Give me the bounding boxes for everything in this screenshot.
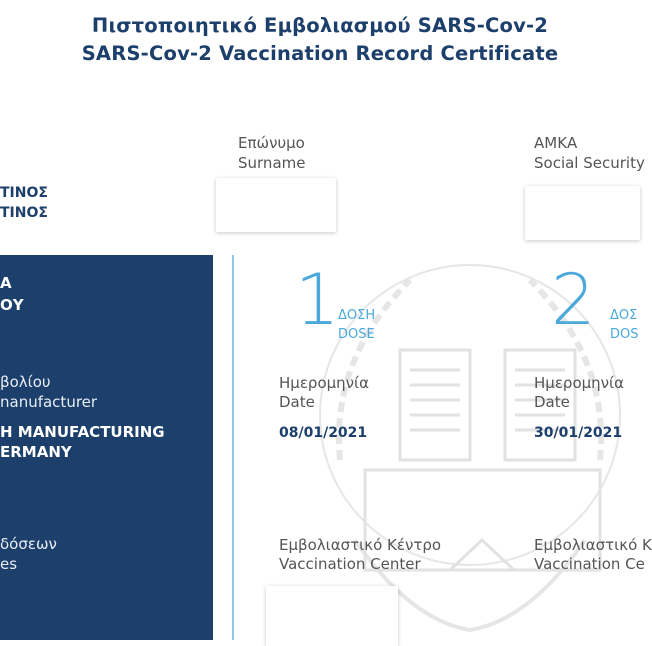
dose-1-date-label-en: Date (279, 393, 315, 411)
dose-1-date-value: 08/01/2021 (279, 425, 368, 441)
first-name-line2: ΤΙΝΟΣ (0, 205, 48, 221)
surname-field (216, 178, 336, 232)
dose-2-number: 2 (551, 259, 596, 341)
manufacturer-label-en: nanufacturer (0, 393, 98, 411)
dose-2-word-en: DOS (610, 327, 639, 342)
dose-1-center-label-en: Vaccination Center (279, 555, 421, 573)
vaccine-info-panel (0, 255, 213, 640)
dose-2-center-label-en: Vaccination Ce (534, 555, 645, 573)
dose-1-word-gr: ΔΟΣΗ (338, 308, 376, 323)
title-greek: Πιστοποιητικό Εμβολιασμού SARS-Cov-2 (91, 14, 549, 37)
doses-label-en: es (0, 555, 18, 573)
dose-2-date-label-gr: Ημερομηνία (534, 374, 625, 392)
amka-label-en: Social Security (534, 154, 645, 172)
dose-1-center-field (266, 586, 398, 646)
certificate-title (0, 12, 640, 68)
first-name-line1: ΤΙΝΟΣ (0, 185, 48, 201)
dose-2-date-label-en: Date (534, 393, 570, 411)
dose-2-word-gr: ΔΟΣ (610, 308, 638, 323)
dose-1-center-label-gr: Εμβολιαστικό Κέντρο (279, 536, 442, 554)
doses-label-gr: δόσεων (0, 535, 57, 553)
surname-label-gr: Επώνυμο (238, 134, 305, 152)
manufacturer-label-gr: βολίου (0, 373, 51, 391)
surname-label-en: Surname (238, 154, 306, 172)
dose-1-date-label-gr: Ημερομηνία (279, 374, 370, 392)
dose-1-number: 1 (295, 259, 340, 341)
manufacturer-value-line1: H MANUFACTURING (0, 423, 165, 441)
title-english: SARS-Cov-2 Vaccination Record Certificate (81, 42, 559, 65)
amka-field (525, 186, 640, 240)
manufacturer-value-line2: ERMANY (0, 443, 72, 461)
vaccine-name-line1: Α (0, 274, 12, 292)
vertical-divider (232, 255, 234, 640)
vaccine-name-line2: ΟΥ (0, 296, 24, 314)
dose-1-word-en: DOSE (338, 327, 375, 342)
amka-label-gr: ΑΜΚΑ (534, 134, 578, 152)
dose-2-date-value: 30/01/2021 (534, 425, 623, 441)
dose-2-center-label-gr: Εμβολιαστικό Κ (534, 536, 652, 554)
